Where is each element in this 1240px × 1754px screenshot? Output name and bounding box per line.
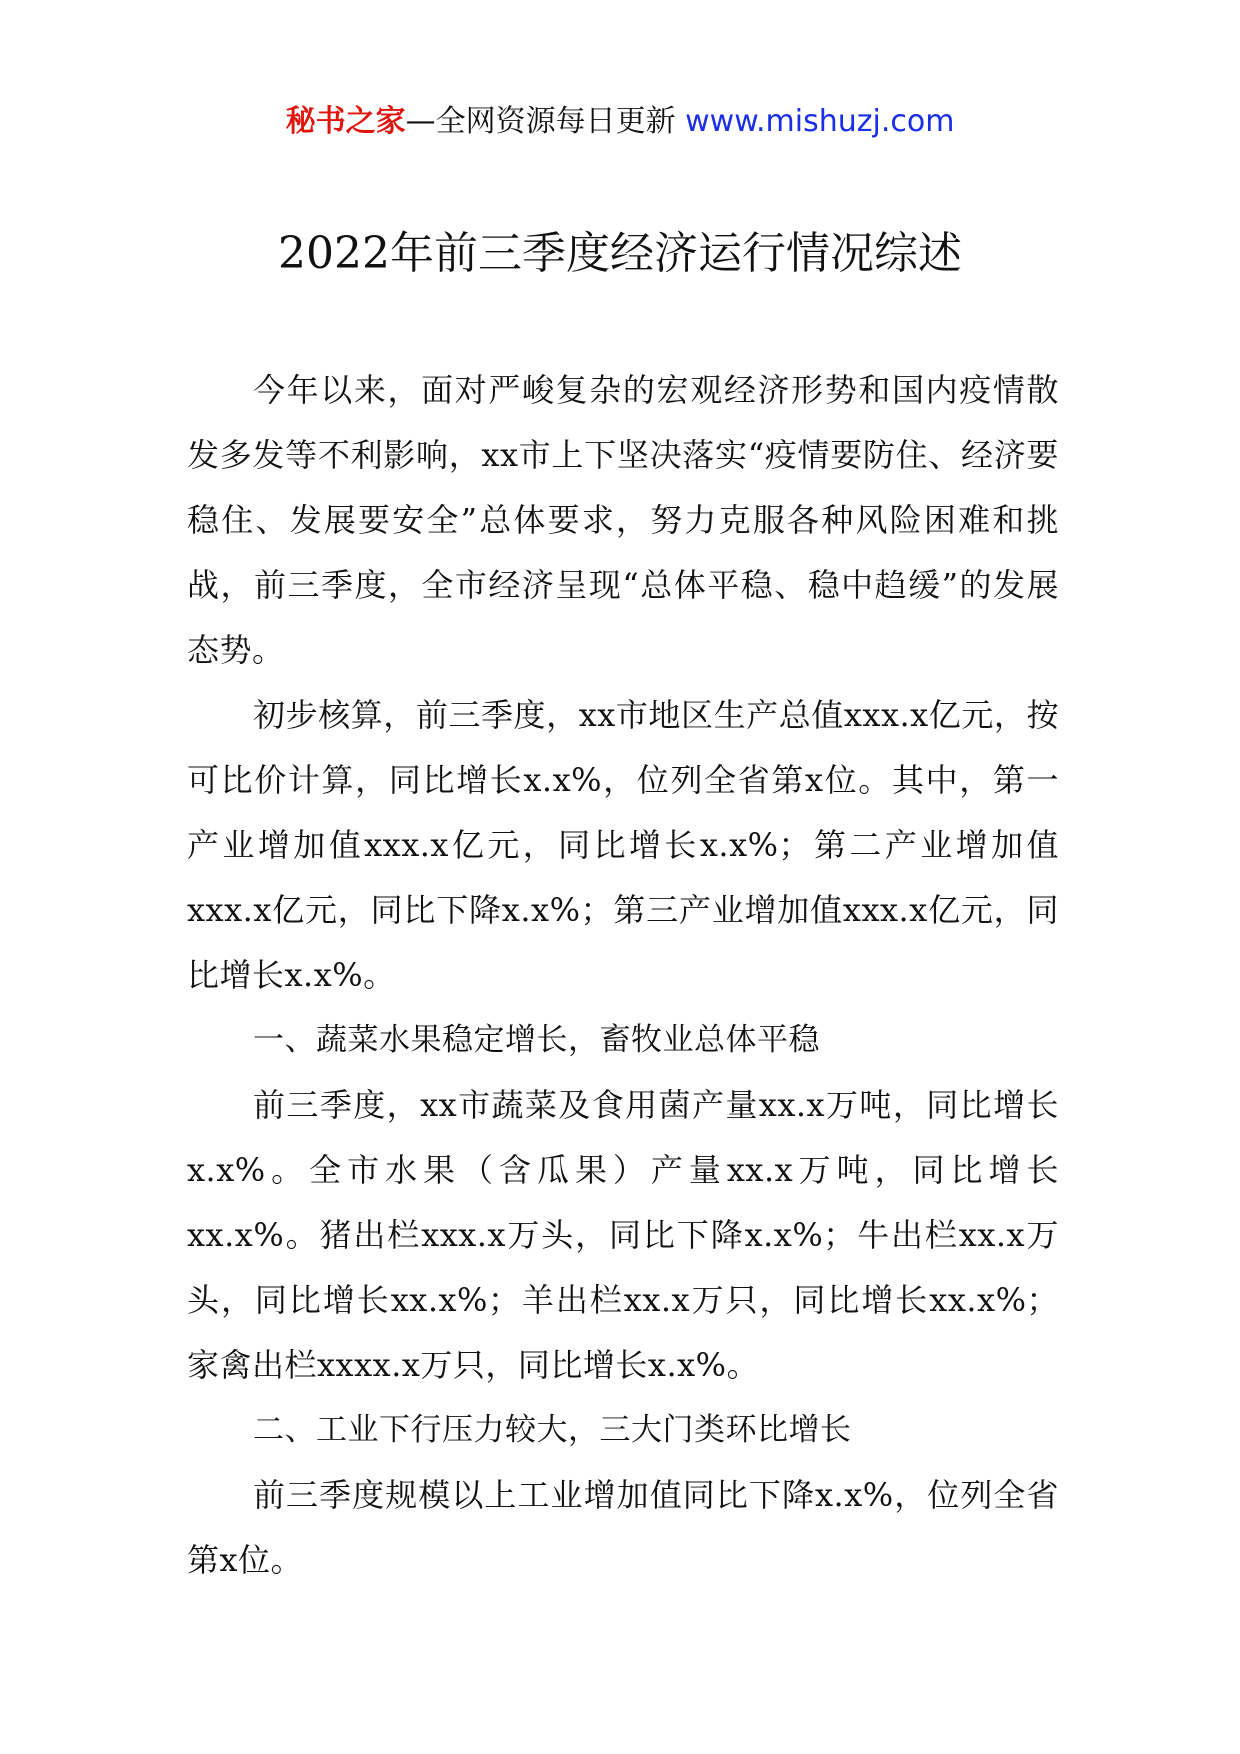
industry-paragraph: 前三季度规模以上工业增加值同比下降x.x%，位列全省第x位。 — [187, 1476, 1059, 1579]
gdp-paragraph: 初步核算，前三季度，xx市地区生产总值xxx.x亿元，按可比价计算，同比增长x.x%，位列全省第x位。其中，第一产业增加值xxx.x亿元，同比增长x.x%；第二产业增加值xxx.x亿元，同比下降x.x%；第三产业增加值xxx.x亿元，同比增长x.x%。 — [187, 696, 1059, 994]
document-title: 2022年前三季度经济运行情况综述 — [278, 228, 962, 279]
document-body — [187, 358, 1059, 1593]
site-header — [0, 102, 1240, 142]
section-heading-industry: 二、工业下行压力较大，三大门类环比增长 — [253, 1412, 852, 1448]
site-name: 秘书之家 — [285, 104, 406, 139]
section-heading-agriculture: 一、蔬菜水果稳定增长，畜牧业总体平稳 — [253, 1022, 820, 1058]
site-tagline: —全网资源每日更新 — [405, 104, 686, 139]
site-url-link[interactable]: www.mishuzj.com — [685, 104, 955, 139]
intro-paragraph: 今年以来，面对严峻复杂的宏观经济形势和国内疫情散发多发等不利影响，xx市上下坚决落实“疫情要防住、经济要稳住、发展要安全”总体要求，努力克服各种风险困难和挑战，前三季度，全市经济呈现“总体平稳、稳中趋缓”的发展态势。 — [187, 371, 1059, 669]
agriculture-paragraph: 前三季度，xx市蔬菜及食用菌产量xx.x万吨，同比增长x.x%。全市水果（含瓜果）产量xx.x万吨，同比增长xx.x%。猪出栏xxx.x万头，同比下降x.x%；牛出栏xx.x万头，同比增长xx.x%；羊出栏xx.x万只，同比增长xx.x%；家禽出栏xxxx.x万只，同比增长x.x%。 — [187, 1086, 1059, 1384]
